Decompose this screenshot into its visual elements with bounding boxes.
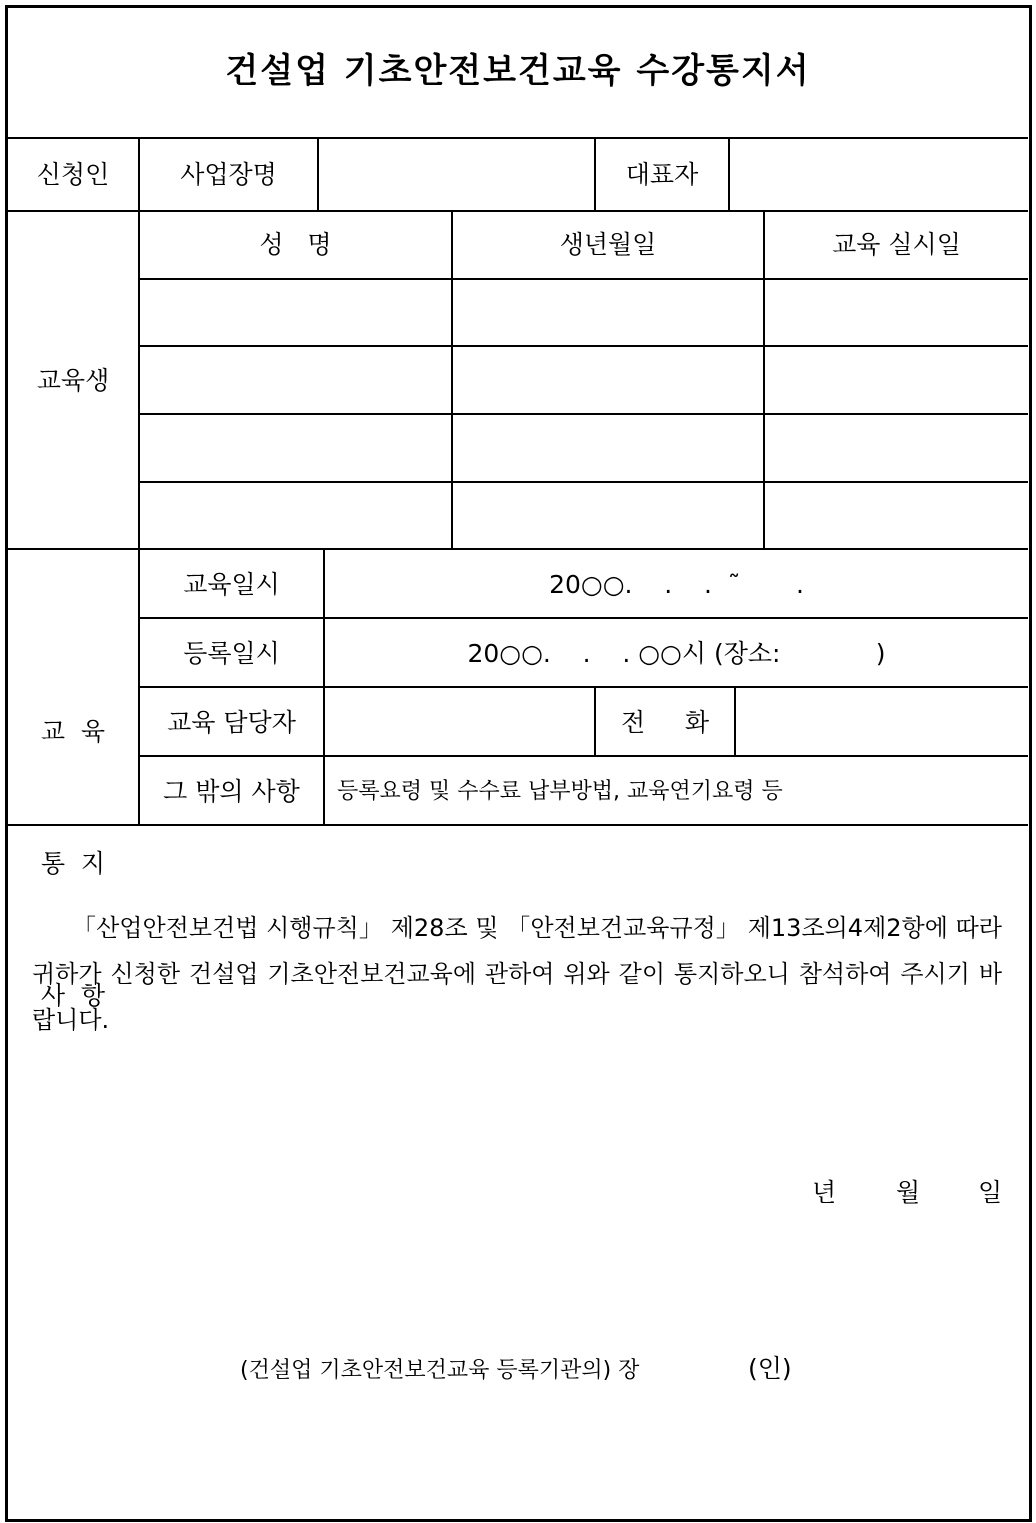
workplace-name-label: 사업장명: [180, 160, 277, 189]
divider: [139, 481, 1028, 483]
divider: [8, 548, 1028, 550]
notice-label-line: 통 지: [40, 849, 106, 878]
training-datetime-label: 교육일시: [183, 570, 280, 599]
training-datetime-value[interactable]: 20○○. . . ˜ .: [549, 570, 804, 599]
divider: [139, 617, 1028, 619]
notice-body-paragraph: 「산업안전보건법 시행규칙」 제28조 및 「안전보건교육규정」 제13조의4제2항에 따라 귀하가 신청한 건설업 기초안전보건교육에 관하여 위와 같이 통지하오니 참석하여 주시기 바랍니다.: [32, 914, 1002, 1034]
seal-mark: (인): [748, 1354, 792, 1383]
divider: [139, 278, 1028, 280]
other-notes-label: 그 밖의 사항: [163, 777, 300, 806]
applicant-label: 신청인: [36, 160, 110, 189]
trainees-label: 교육생: [36, 366, 110, 395]
divider: [139, 755, 1028, 757]
divider: [8, 137, 1028, 139]
representative-label: 대표자: [625, 160, 699, 189]
date-month: 월: [896, 1178, 921, 1207]
divider: [8, 824, 1028, 826]
divider: [8, 210, 1028, 212]
divider: [734, 686, 736, 757]
divider: [763, 210, 765, 550]
column-header-training-date: 교육 실시일: [832, 230, 961, 259]
form-title: 건설업 기초안전보건교육 수강통지서: [225, 51, 811, 91]
divider: [317, 137, 319, 212]
notice-label-line: 교 육: [40, 717, 106, 746]
date-year: 년: [812, 1178, 837, 1207]
registration-datetime-value[interactable]: 20○○. . . ○○시 (장소: ): [467, 639, 886, 668]
issuing-organization: (건설업 기초안전보건교육 등록기관의) 장: [240, 1358, 640, 1383]
registration-datetime-label: 등록일시: [183, 639, 280, 668]
divider: [451, 210, 453, 550]
other-notes-value: 등록요령 및 수수료 납부방법, 교육연기요령 등: [337, 779, 783, 804]
column-header-name: 성 명: [259, 230, 332, 259]
training-manager-label: 교육 담당자: [167, 708, 296, 737]
notice-label-line: 사 항: [40, 981, 106, 1010]
divider: [139, 345, 1028, 347]
divider: [139, 413, 1028, 415]
divider: [728, 137, 730, 212]
phone-label: 전 화: [620, 708, 710, 737]
divider: [139, 686, 1028, 688]
date-day: 일: [978, 1178, 1003, 1207]
column-header-birthdate: 생년월일: [559, 230, 657, 259]
